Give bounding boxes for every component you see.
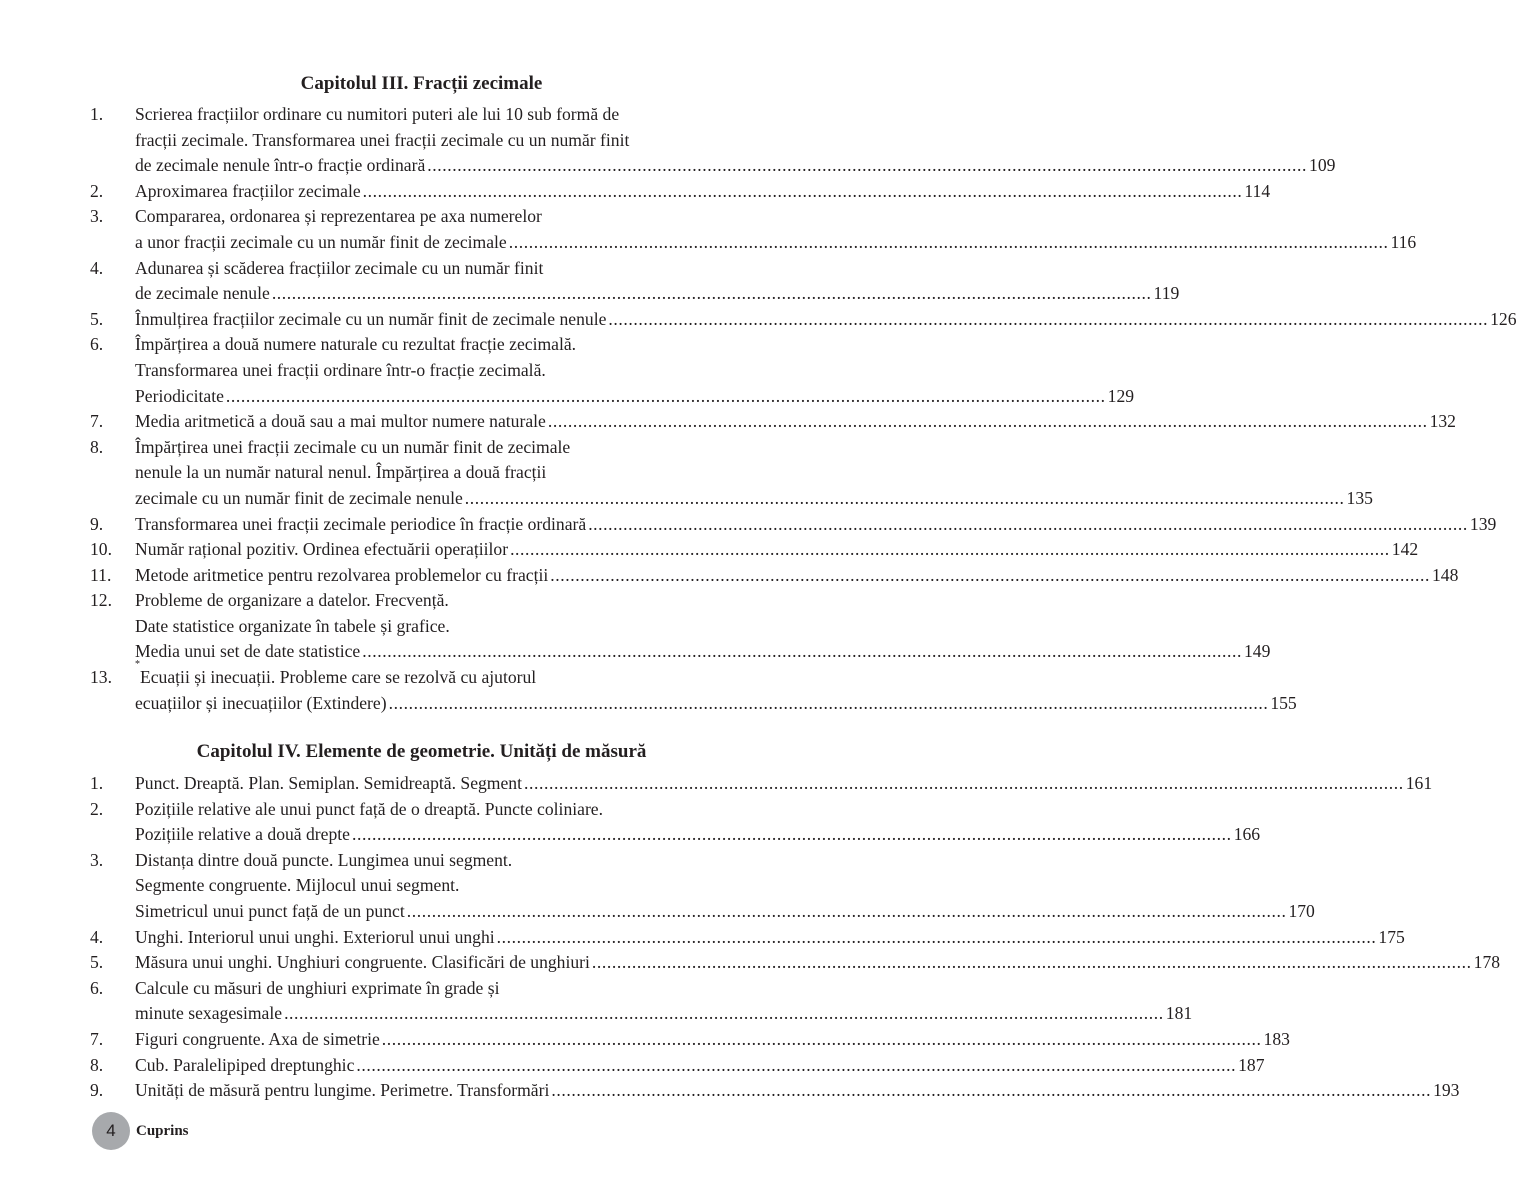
toc-entry[interactable]: [90, 976, 1193, 1027]
toc-entry[interactable]: [90, 925, 1405, 951]
entry-title-line: Ecuații și inecuații. Probleme care se rezolvă cu ajutorul: [140, 667, 537, 688]
entry-title-line: zecimale cu un număr finit de zecimale nenule: [135, 487, 463, 508]
dot-leader: [592, 950, 1472, 976]
dot-leader: [389, 691, 1269, 717]
dot-leader: [497, 925, 1377, 951]
entry-number: 2.: [90, 798, 104, 819]
entry-title-line: Media aritmetică a două sau a mai multor numere naturale: [135, 411, 546, 432]
entry-title-line: Simetricul unui punct față de un punct: [135, 900, 405, 921]
entry-number: 5.: [90, 308, 104, 329]
dot-leader: [226, 384, 1106, 410]
toc-entry[interactable]: [90, 797, 1261, 848]
entry-title-line: Cub. Paralelipiped dreptunghic: [135, 1054, 355, 1075]
page-number[interactable]: 135: [1346, 487, 1373, 508]
dot-leader: [272, 281, 1152, 307]
toc-entry[interactable]: [90, 848, 1315, 925]
entry-title-line: Segmente congruente. Mijlocul unui segment.: [135, 875, 460, 896]
entry-title-line: Figuri congruente. Axa de simetrie: [135, 1028, 380, 1049]
page-number[interactable]: 114: [1244, 180, 1271, 201]
entry-number: 11.: [90, 564, 112, 585]
toc-entry[interactable]: [90, 256, 1180, 307]
entry-number: 3.: [90, 849, 104, 870]
page-number[interactable]: 129: [1107, 385, 1135, 406]
entry-title-line: Pozițiile relative a două drepte: [135, 824, 350, 845]
entry-number: 4.: [90, 257, 104, 278]
dot-leader: [427, 153, 1307, 179]
dot-leader: [356, 1053, 1236, 1079]
entry-title-line: Calcule cu măsuri de unghiuri exprimate în grade și: [135, 977, 500, 998]
dot-leader: [588, 512, 1468, 538]
entry-number: 10.: [90, 539, 112, 560]
toc-entry[interactable]: [90, 204, 1417, 255]
entry-title-line: Punct. Dreaptă. Plan. Semiplan. Semidreaptă. Segment: [135, 773, 522, 793]
toc-entry[interactable]: [90, 950, 1501, 976]
page-number[interactable]: 119: [1153, 283, 1180, 304]
entry-number: 4.: [90, 926, 104, 947]
entry-number: 8.: [90, 436, 104, 457]
page-number[interactable]: 178: [1473, 952, 1501, 973]
toc-entry[interactable]: [90, 563, 1459, 589]
dot-leader: [407, 899, 1287, 925]
extension-marker: *: [135, 659, 140, 671]
entry-title-line: Măsura unui unghi. Unghiuri congruente. Clasificări de unghiuri: [135, 952, 590, 973]
page-number[interactable]: 116: [1390, 231, 1417, 252]
page-number[interactable]: 109: [1309, 155, 1336, 176]
entry-title-line: Media unui set de date statistice: [135, 641, 361, 662]
toc-entry[interactable]: [90, 435, 1373, 512]
page-number[interactable]: 187: [1238, 1054, 1265, 1075]
entry-title-line: de zecimale nenule: [135, 283, 270, 304]
dot-leader: [382, 1027, 1262, 1053]
entry-title-line: de zecimale nenule într-o fracție ordinară: [135, 155, 426, 176]
toc-entry[interactable]: [90, 102, 1336, 179]
dot-leader: [509, 230, 1389, 256]
toc-entry[interactable]: [90, 179, 1271, 205]
entry-title-line: Unități de măsură pentru lungime. Perimetre. Transformări: [135, 1080, 550, 1101]
toc-entry[interactable]: [90, 1078, 1460, 1104]
dot-leader: [510, 537, 1390, 563]
entry-title-line: Împărțirea a două numere naturale cu rezultat fracție zecimală.: [135, 334, 577, 355]
toc-entry[interactable]: [90, 659, 1297, 716]
page-number[interactable]: 142: [1391, 539, 1419, 560]
entry-number: 2.: [90, 180, 104, 201]
entry-number: 6.: [90, 977, 104, 998]
entry-number: 1.: [90, 104, 104, 124]
dot-leader: [551, 1078, 1431, 1104]
entry-number: 5.: [90, 952, 104, 973]
entry-title-line: Scrierea fracțiilor ordinare cu numitori puteri ale lui 10 sub formă de: [135, 104, 620, 124]
entry-number: 9.: [90, 1080, 104, 1101]
entry-title-line: nenule la un număr natural nenul. Împărțirea a două fracții: [135, 462, 547, 483]
dot-leader: [362, 639, 1242, 665]
page-number[interactable]: 132: [1429, 411, 1456, 432]
page-number[interactable]: 193: [1433, 1080, 1460, 1101]
entry-number: 7.: [90, 411, 104, 432]
entry-title-line: fracții zecimale. Transformarea unei fracții zecimale cu un număr finit: [135, 129, 630, 150]
entry-title-line: Transformarea unei fracții ordinare într-o fracție zecimală.: [135, 359, 546, 380]
dot-leader: [524, 771, 1404, 797]
dot-leader: [465, 486, 1345, 512]
page-footer: [92, 1112, 189, 1150]
toc-chapter-4: [90, 771, 1501, 1104]
entry-title-line: Împărțirea unei fracții zecimale cu un număr finit de zecimale: [135, 436, 571, 457]
page-number[interactable]: 170: [1288, 900, 1315, 921]
chapter-title: Capitolul III. Fracții zecimale: [300, 73, 543, 94]
toc-entry[interactable]: [90, 512, 1497, 538]
page-number[interactable]: 181: [1165, 1003, 1193, 1024]
entry-number: 1.: [90, 773, 104, 793]
entry-title-line: Număr rațional pozitiv. Ordinea efectuării operațiilor: [135, 539, 509, 560]
entry-title-line: Înmulțirea fracțiilor zecimale cu un număr finit de zecimale nenule: [135, 308, 607, 329]
entry-title-line: Probleme de organizare a datelor. Frecvență.: [135, 590, 449, 611]
entry-title-line: Unghi. Interiorul unui unghi. Exteriorul unui unghi: [135, 926, 495, 947]
entry-title-line: Compararea, ordonarea și reprezentarea pe axa numerelor: [135, 206, 542, 227]
page-number[interactable]: 148: [1431, 564, 1459, 585]
page-number[interactable]: 155: [1270, 692, 1297, 713]
dot-leader: [363, 179, 1243, 205]
entry-title-line: Transformarea unei fracții zecimale periodice în fracție ordinară: [135, 513, 587, 534]
entry-title-line: a unor fracții zecimale cu un număr finit de zecimale: [135, 231, 507, 252]
page-number[interactable]: 183: [1263, 1028, 1290, 1049]
page-number-badge: 4: [92, 1112, 130, 1150]
toc-entry[interactable]: [90, 409, 1456, 435]
entry-title-line: Metode aritmetice pentru rezolvarea problemelor cu fracții: [135, 564, 549, 585]
dot-leader: [608, 307, 1488, 333]
entry-number: 9.: [90, 513, 104, 534]
entry-title-line: minute sexagesimale: [135, 1003, 283, 1024]
toc-entry[interactable]: [90, 307, 1517, 333]
toc-entry[interactable]: [90, 332, 1135, 409]
entry-title-line: Periodicitate: [135, 385, 224, 406]
toc-entry[interactable]: [90, 1027, 1290, 1053]
page-number[interactable]: 126: [1490, 308, 1517, 329]
dot-leader: [550, 563, 1430, 589]
toc-entry[interactable]: [90, 537, 1419, 563]
entry-title-line: Distanța dintre două puncte. Lungimea unui segment.: [135, 849, 513, 870]
toc-chapter-3: [90, 102, 1517, 716]
entry-number: 13.: [90, 667, 112, 688]
dot-leader: [352, 822, 1232, 848]
entry-number: 7.: [90, 1028, 104, 1049]
section-label: Cuprins: [136, 1122, 189, 1139]
entry-number: 6.: [90, 334, 104, 355]
page-number[interactable]: 161: [1405, 773, 1433, 793]
toc-entry[interactable]: [90, 771, 1433, 797]
entry-title-line: Date statistice organizate în tabele și grafice.: [135, 615, 450, 636]
entry-title-line: Pozițiile relative ale unui punct față de o dreaptă. Puncte coliniare.: [135, 798, 604, 819]
entry-title-line: Adunarea și scăderea fracțiilor zecimale cu un număr finit: [135, 257, 544, 278]
page-number[interactable]: 175: [1378, 926, 1405, 947]
entry-title-line: ecuațiilor și inecuațiilor (Extindere): [135, 692, 387, 713]
dot-leader: [548, 409, 1428, 435]
chapter-title: Capitolul IV. Elemente de geometrie. Unități de măsură: [196, 741, 647, 762]
entry-title-line: Aproximarea fracțiilor zecimale: [135, 180, 361, 201]
page-number[interactable]: 139: [1469, 513, 1497, 534]
page-number[interactable]: 149: [1243, 641, 1271, 662]
toc-entry[interactable]: [90, 588, 1271, 665]
toc-entry[interactable]: [90, 1053, 1265, 1079]
dot-leader: [284, 1001, 1164, 1027]
page-number[interactable]: 166: [1233, 824, 1261, 845]
entry-number: 12.: [90, 590, 112, 611]
entry-number: 3.: [90, 206, 104, 227]
entry-number: 8.: [90, 1054, 104, 1075]
